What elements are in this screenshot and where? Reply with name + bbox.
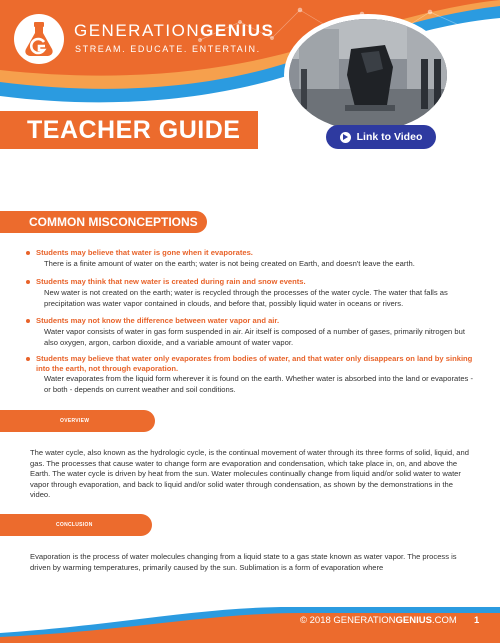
brand-name-first: GENERATION (74, 21, 201, 40)
footer-copyright-prefix: © 2018 GENERATION (300, 615, 396, 626)
misconception-head: Students may not know the difference between water vapor and air. (36, 316, 280, 325)
brand-name-second: GENIUS (200, 21, 275, 40)
misconception-body: Water evaporates from the liquid form wherever it is found on the earth. Whether water is absorbed into the land or evaporates - or both - depends on current weather and soil conditions. (44, 374, 473, 394)
link-to-video-button[interactable] (326, 125, 436, 149)
flask-g-logo-icon (14, 14, 64, 64)
footer-copyright-suffix: .COM (431, 615, 457, 626)
bullet-icon (26, 319, 30, 323)
overview-heading: OVERVIEW (60, 418, 90, 424)
page-title: TEACHER GUIDE (27, 116, 241, 144)
misconception-head: Students may think that new water is created during rain and snow events. (36, 277, 306, 286)
misconception-item (26, 248, 476, 269)
video-thumbnail[interactable] (284, 14, 452, 136)
conclusion-paragraph: Evaporation is the process of water molecules changing from a liquid state to a gas state known as water vapor. The process is driven by warming temperatures, primarily caused by the sun. Sublimation is a form of evaporation where (30, 552, 457, 572)
misconception-item (26, 354, 476, 395)
link-to-video-label: Link to Video (356, 131, 423, 143)
footer-copyright (300, 615, 457, 626)
misconception-body: There is a finite amount of water on the earth; water is not being created on Earth, and doesn't leave the earth. (44, 258, 415, 268)
bullet-icon (26, 357, 30, 361)
misconception-body: Water vapor consists of water in gas form suspended in air. Air itself is composed of a number of gases, primarily nitrogen but also oxygen, argon, carbon dioxide, and a variable amount of water vapor. (44, 326, 465, 347)
misconception-body: New water is not created on the earth; water is recycled through the processes of the water cycle. The water that falls as precipitation was water vapor contained in clouds, and before that, possibly liquid water in oceans or rivers. (44, 287, 448, 308)
footer-copyright-bold: GENIUS (395, 615, 432, 626)
misconception-item (26, 277, 476, 309)
play-icon (340, 132, 351, 143)
misconception-head: Students may believe that water is gone when it evaporates. (36, 248, 253, 257)
brand-name (74, 22, 274, 39)
brand-tagline: STREAM. EDUCATE. ENTERTAIN. (75, 44, 261, 54)
bullet-icon (26, 251, 30, 255)
page-number: 1 (474, 615, 480, 626)
bullet-icon (26, 280, 30, 284)
conclusion-heading: CONCLUSION (56, 522, 93, 528)
overview-paragraph: The water cycle, also known as the hydrologic cycle, is the continual movement of water through its three forms of solid, liquid, and gas. The processes that cause water to change form are evaporation and condensation, which take place in, on, and above the Earth. The water cycle is driven by heat from the sun. Water molecules continually change from liquid and/or solid water to water vapor through evaporation, and back to liquid and/or solid water through condensation, as shown by the demonstrations in the video. (30, 448, 469, 499)
misconception-head: Students may believe that water only evaporates from bodies of water, and that water only disappears on land by sinking into the earth, not through evaporation. (36, 354, 473, 373)
misconception-item (26, 316, 476, 348)
misconceptions-heading: COMMON MISCONCEPTIONS (29, 215, 198, 229)
